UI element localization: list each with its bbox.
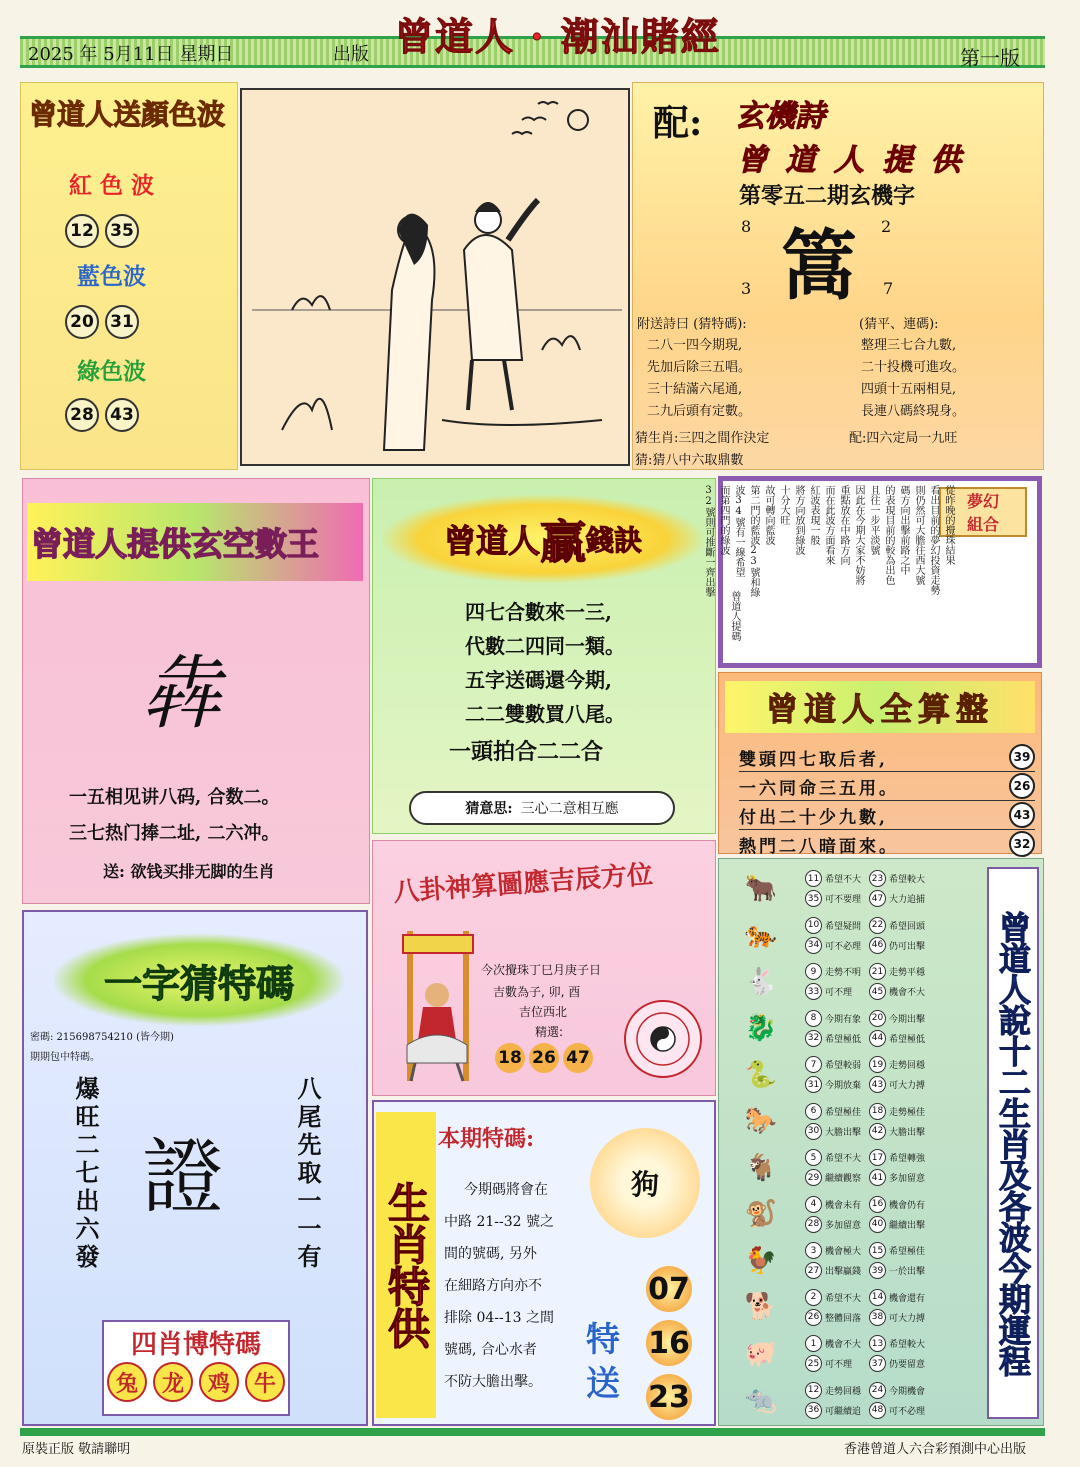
zodiac-animal-icon: 🐒 xyxy=(744,1199,778,1229)
green-ball-1: 28 xyxy=(65,398,99,432)
magic-line: 且往一步平淡號 xyxy=(868,485,879,555)
yizi-sub: 期期包中特碼。 xyxy=(30,1052,100,1063)
red-wave-label: 紅 色 波 xyxy=(69,172,155,199)
magic-line: 而第四門的綠波 xyxy=(718,485,729,555)
special-line: 號碼, 合心水者 xyxy=(444,1342,537,1358)
poem-left-head: 附送詩曰 (猜特碼): xyxy=(637,317,747,332)
magic-badge-2: 組合 xyxy=(966,515,999,534)
zodiac-num: 21 xyxy=(869,963,886,980)
calc-row-text: 熱門二八暗面來。 xyxy=(739,836,899,857)
zodiac-num: 48 xyxy=(869,1402,886,1419)
color-wave-panel xyxy=(20,82,238,470)
zodiac-num: 12 xyxy=(805,1382,822,1399)
zodiac-text: 大膽出擊 xyxy=(825,1127,862,1138)
four-item: 牛 xyxy=(245,1362,285,1402)
win-title-b: 贏 xyxy=(540,515,586,569)
zodiac-animal-icon: 🐉 xyxy=(744,1013,778,1043)
zodiac-col-a xyxy=(805,917,861,954)
zodiac-animal-icon: 🐐 xyxy=(744,1152,778,1183)
zodiac-text: 機會極大 xyxy=(825,1247,862,1257)
zodiac-num: 28 xyxy=(805,1216,822,1233)
zodiac-row xyxy=(725,1144,953,1191)
calc-rows xyxy=(739,743,1035,859)
magic-line: 十分大旺 xyxy=(778,485,789,525)
calc-row-num: 26 xyxy=(1009,773,1035,799)
calc-row xyxy=(739,801,1035,830)
magic-line: 紅波表現一般 xyxy=(808,485,819,545)
four-item: 兔 xyxy=(107,1362,147,1402)
zodiac-col-b xyxy=(869,1149,925,1186)
calc-title: 曾道人全算盤 xyxy=(765,690,994,728)
zodiac-col-b xyxy=(869,1242,925,1279)
zodiac-col-a xyxy=(805,1335,861,1372)
zodiac-text: 仍要留意 xyxy=(889,1360,926,1370)
zodiac-col-a xyxy=(805,1010,861,1047)
magic-badge-1: 夢幻 xyxy=(966,492,999,511)
special-num: 07 xyxy=(646,1266,692,1312)
zodiac-text: 可不理 xyxy=(825,988,853,998)
magic-line: 32號則可推斷一齊出擊 xyxy=(703,485,714,597)
bagua-panel xyxy=(372,840,716,1096)
zodiac-text: 希望不大 xyxy=(825,1154,862,1164)
special-num: 23 xyxy=(646,1374,692,1420)
win-line: 二二雙數買八尾。 xyxy=(465,702,625,726)
zodiac-text: 機會不大 xyxy=(825,1340,862,1350)
zodiac-num: 38 xyxy=(869,1309,886,1326)
special-side-title: 生肖特供 xyxy=(376,1112,436,1418)
bagua-icon xyxy=(621,997,705,1081)
zodiac-text: 今期出擊 xyxy=(889,1014,926,1025)
zodiac-animal-icon: 🐓 xyxy=(744,1245,778,1276)
zodiac-num: 31 xyxy=(805,1076,822,1093)
magic-line: 則仍然可大膽往西大號 xyxy=(913,485,924,585)
zodiac-text: 走勢回穩 xyxy=(889,1061,926,1071)
zodiac-col-a xyxy=(805,1289,861,1326)
zodiac-col-a xyxy=(805,1149,861,1186)
zodiac-num: 16 xyxy=(869,1196,886,1213)
zodiac-animal-icon: 🐕 xyxy=(744,1292,778,1322)
zodiac-col-a xyxy=(805,870,861,907)
magic-panel xyxy=(703,476,1042,668)
calc-panel xyxy=(718,672,1042,857)
bagua-num: 18 xyxy=(495,1043,525,1073)
warrior-illustration xyxy=(397,925,487,1087)
zodiac-text: 希望極低 xyxy=(825,1034,862,1045)
zodiac-text: 希望極低 xyxy=(889,1034,926,1045)
poem-num-br: 7 xyxy=(883,279,894,298)
xuankong-symbol: 犇 xyxy=(141,647,221,740)
zodiac-text: 走勢回穩 xyxy=(825,1386,862,1397)
zodiac-num: 29 xyxy=(805,1169,822,1186)
zodiac-text: 可不必理 xyxy=(889,1406,926,1417)
poem-guess: 猜:猜八中六取鼎數 xyxy=(635,453,744,468)
zodiac-num: 32 xyxy=(805,1030,822,1047)
zodiac-text: 整體回落 xyxy=(825,1313,862,1324)
bagua-wheel xyxy=(621,997,705,1081)
zodiac-col-b xyxy=(869,870,925,907)
xuankong-gift: 送: 欲钱买排无脚的生肖 xyxy=(103,862,275,881)
xuankong-line-1: 一五相见讲八码, 合数二。 xyxy=(69,787,280,808)
zodiac-row xyxy=(725,1284,953,1331)
poem-big-char: 篙 xyxy=(781,221,857,310)
bagua-line-2: 吉數為子, 卯, 酉 xyxy=(493,985,581,999)
zodiac-text: 可大力搏 xyxy=(889,1081,926,1091)
xuankong-line-2: 三七热门捧二址, 二六冲。 xyxy=(69,823,280,844)
zodiac-row xyxy=(725,1098,953,1145)
win-guess-text: 三心二意相互應 xyxy=(520,801,619,817)
poem-title-2: 曾 道 人 提 供 xyxy=(737,143,965,178)
zodiac-col-a xyxy=(805,1196,861,1233)
win-line: 代數二四同一類。 xyxy=(465,634,625,658)
red-ball-1: 12 xyxy=(65,214,99,248)
zodiac-animal-icon: 🐇 xyxy=(744,966,778,997)
zodiac-text: 可不必理 xyxy=(825,941,862,952)
win-title-a: 曾道人 xyxy=(443,522,540,560)
zodiac-num: 26 xyxy=(805,1309,822,1326)
zodiac-num: 13 xyxy=(869,1335,886,1352)
magic-line: 的表現目前的較為出色 xyxy=(883,485,894,585)
win-line: 四七合數來一三, xyxy=(465,600,612,624)
magic-line: 故可轉向藍波 xyxy=(763,485,774,545)
zodiac-num: 23 xyxy=(869,870,886,887)
poem-right-head: (猜平、連碼): xyxy=(859,317,939,332)
special-line: 在細路方向亦不 xyxy=(444,1278,542,1294)
zodiac-num: 17 xyxy=(869,1149,886,1166)
zodiac-num: 22 xyxy=(869,917,886,934)
zodiac-text: 多加留意 xyxy=(889,1174,926,1184)
blue-wave-numbers xyxy=(65,305,237,339)
zodiac-num: 44 xyxy=(869,1030,886,1047)
zodiac-animal-icon: 🐂 xyxy=(744,873,778,904)
zodiac-col-b xyxy=(869,1196,925,1233)
four-item: 鸡 xyxy=(199,1362,239,1402)
yizi-code: 密碼: 215698754210 (皆今期) xyxy=(30,1032,174,1043)
zodiac-text: 希望較大 xyxy=(889,1340,926,1350)
xuankong-panel xyxy=(22,478,370,904)
bagua-num: 47 xyxy=(563,1043,593,1073)
calc-row-num: 32 xyxy=(1009,831,1035,857)
poem-right-line: 四頭十五兩相見, xyxy=(861,382,957,397)
poem-right-lines xyxy=(861,335,965,423)
magic-author: 曾道人提碼 xyxy=(729,591,740,641)
zodiac-num: 11 xyxy=(805,870,822,887)
zodiac-text: 希望不大 xyxy=(825,875,862,885)
zodiac-row xyxy=(725,865,953,912)
zodiac-text: 希望極佳 xyxy=(889,1247,926,1257)
footer-left: 原裝正版 敬請聯明 xyxy=(22,1442,131,1457)
zodiac-text: 可繼續追 xyxy=(825,1406,862,1417)
header-edition: 第一版 xyxy=(960,46,1020,70)
zodiac-animal-icon: 🐍 xyxy=(744,1059,778,1090)
blue-ball-2: 31 xyxy=(105,305,139,339)
zodiac-text: 出擊贏錢 xyxy=(825,1267,862,1277)
zodiac-text: 一於出擊 xyxy=(889,1267,926,1277)
magic-line: 波34號有一線希望 xyxy=(733,485,744,577)
green-wave-numbers xyxy=(65,398,237,432)
win-guess-label: 猜意思: xyxy=(465,801,513,817)
bagua-line-4: 精選: xyxy=(535,1025,564,1039)
bagua-line-3: 吉位西北 xyxy=(519,1005,568,1019)
special-num: 16 xyxy=(646,1320,692,1366)
poem-num-tr: 2 xyxy=(881,217,892,236)
footer-right: 香港曾道人六合彩預測中心出版 xyxy=(844,1442,1027,1457)
zodiac-num: 15 xyxy=(869,1242,886,1259)
magic-line: 而在此波方面看來 xyxy=(823,485,834,565)
special-line: 不防大膽出擊。 xyxy=(444,1374,542,1390)
zodiac-row xyxy=(725,958,953,1005)
zodiac-text: 多加留意 xyxy=(825,1220,862,1231)
poem-left-line: 二八一四今期現, xyxy=(647,338,743,353)
zodiac-text: 希望較大 xyxy=(889,875,926,885)
poem-right-line: 整理三七合九數, xyxy=(861,338,957,353)
zodiac-num: 20 xyxy=(869,1010,886,1027)
couple-illustration xyxy=(240,88,630,466)
zodiac-num: 30 xyxy=(805,1123,822,1140)
zodiac-col-b xyxy=(869,917,925,954)
zodiac-row xyxy=(725,1191,953,1238)
calc-row-text: 一六同命三五用。 xyxy=(739,778,899,799)
magic-line: 因此在今期大家不妨將 xyxy=(853,485,864,585)
zodiac-col-b xyxy=(869,1103,925,1140)
yizi-right-col: 八尾先取一一有 xyxy=(293,1076,322,1272)
zodiac-num: 1 xyxy=(805,1335,822,1352)
zodiac-num: 35 xyxy=(805,890,822,907)
special-zodiac: 狗 xyxy=(590,1128,700,1238)
zodiac-num: 7 xyxy=(805,1056,822,1073)
special-line: 今期碼將會在 xyxy=(464,1182,548,1198)
four-item: 龙 xyxy=(153,1362,193,1402)
magic-line: 第二門的藍波23號和綠 xyxy=(748,485,759,597)
zodiac-num: 3 xyxy=(805,1242,822,1259)
zodiac-num: 9 xyxy=(805,963,822,980)
zodiac-num: 45 xyxy=(869,983,886,1000)
blue-ball-1: 20 xyxy=(65,305,99,339)
red-wave-numbers xyxy=(65,214,237,248)
calc-row-text: 雙頭四七取后者, xyxy=(739,749,888,770)
zodiac-text: 繼續出擊 xyxy=(889,1220,926,1231)
zodiac-row xyxy=(725,1330,953,1377)
header-title: 曾道人 · 潮汕賭經 xyxy=(395,14,721,59)
special-lines xyxy=(444,1174,554,1398)
zodiac-num: 43 xyxy=(869,1076,886,1093)
zodiac-text: 可不要理 xyxy=(825,895,862,905)
special-panel xyxy=(372,1100,716,1426)
header-date: 2025 年 5月11日 星期日 xyxy=(28,44,234,65)
zodiac-text: 走勢極佳 xyxy=(889,1107,926,1118)
poem-left-line: 二九后頭有定數。 xyxy=(647,404,752,419)
zodiac-num: 27 xyxy=(805,1262,822,1279)
zodiac-num: 42 xyxy=(869,1123,886,1140)
zodiac-text: 希望極佳 xyxy=(825,1107,862,1118)
red-ball-2: 35 xyxy=(105,214,139,248)
poem-num-tl: 8 xyxy=(741,217,752,236)
zodiac-num: 33 xyxy=(805,983,822,1000)
zodiac-col-a xyxy=(805,963,861,1000)
footer-bar xyxy=(20,1428,1045,1436)
zodiac-num: 25 xyxy=(805,1355,822,1372)
special-line: 排除 04--13 之間 xyxy=(444,1310,554,1326)
xuankong-title: 曾道人提供玄空數王 xyxy=(31,525,320,563)
yizi-big-char: 證 xyxy=(142,1130,225,1225)
yizi-panel xyxy=(22,910,368,1426)
zodiac-text: 希望轉強 xyxy=(889,1154,926,1164)
zodiac-num: 41 xyxy=(869,1169,886,1186)
special-gift-2: 送 xyxy=(586,1364,620,1404)
zodiac-text: 可大力搏 xyxy=(889,1313,926,1324)
blue-wave-label: 藍色波 xyxy=(77,263,146,290)
poem-left-line: 三十結滿六尾通, xyxy=(647,382,743,397)
win-guess-box xyxy=(409,791,675,825)
magic-line: 從昨晚的攪珠結果 xyxy=(943,485,954,565)
warrior-drawing xyxy=(397,925,487,1087)
calc-title-band xyxy=(725,681,1035,733)
zodiac-col-b xyxy=(869,1335,925,1372)
zodiac-num: 8 xyxy=(805,1010,822,1027)
header-publish: 出版 xyxy=(333,44,369,65)
zodiac-num: 19 xyxy=(869,1056,886,1073)
zodiac-text: 走勢平穩 xyxy=(889,968,926,978)
green-wave-label: 綠色波 xyxy=(77,358,146,385)
zodiac-animal-icon: 🐎 xyxy=(744,1106,778,1136)
four-items xyxy=(104,1362,288,1402)
win-line: 五字送碼還今期, xyxy=(465,668,612,692)
zodiac-text: 仍可出擊 xyxy=(889,941,926,952)
zodiac-num: 39 xyxy=(869,1262,886,1279)
zodiac-text: 機會仍有 xyxy=(889,1200,926,1211)
zodiac-num: 2 xyxy=(805,1289,822,1306)
zodiac-text: 今期機會 xyxy=(889,1386,926,1397)
special-line: 中路 21--32 號之 xyxy=(444,1214,554,1230)
poem-left-line: 先加后除三五唱。 xyxy=(647,360,752,375)
zodiac-num: 18 xyxy=(869,1103,886,1120)
zodiac-num: 46 xyxy=(869,937,886,954)
zodiac-num: 14 xyxy=(869,1289,886,1306)
color-wave-title: 曾道人送顏色波 xyxy=(29,98,226,131)
win-sub: 一頭拍合二二合 xyxy=(449,739,604,765)
yizi-title: 一字猜特碼 xyxy=(103,960,294,1006)
zodiac-animal-icon: 🐅 xyxy=(744,920,778,950)
zodiac-col-b xyxy=(869,1010,925,1047)
zodiac-animal-icon: 🐖 xyxy=(744,1338,778,1369)
zodiac-num: 6 xyxy=(805,1103,822,1120)
twelve-side-title: 曾道人說十二生肖及各波今期運程 xyxy=(987,867,1039,1419)
bagua-numbers xyxy=(495,1043,593,1073)
yizi-title-burst xyxy=(54,934,344,1026)
zodiac-num: 36 xyxy=(805,1402,822,1419)
poem-match: 配:四六定局一九旺 xyxy=(849,431,958,446)
green-ball-2: 43 xyxy=(105,398,139,432)
zodiac-row xyxy=(725,1051,953,1098)
zodiac-col-b xyxy=(869,1382,925,1419)
couple-drawing xyxy=(242,90,628,464)
zodiac-num: 10 xyxy=(805,917,822,934)
poem-prefix: 配: xyxy=(653,102,703,144)
zodiac-text: 繼續觀察 xyxy=(825,1174,862,1184)
special-line: 間的號碼, 另外 xyxy=(444,1246,537,1262)
magic-line: 重點放在中路方向 xyxy=(838,485,849,565)
zodiac-animal-icon: 🐀 xyxy=(744,1385,778,1415)
zodiac-col-a xyxy=(805,1056,861,1093)
zodiac-text: 可不理 xyxy=(825,1360,853,1370)
zodiac-text: 大膽出擊 xyxy=(889,1127,926,1138)
poem-issue: 第零五二期玄機字 xyxy=(739,183,916,209)
zodiac-text: 大力追捕 xyxy=(889,895,926,905)
zodiac-num: 40 xyxy=(869,1216,886,1233)
four-zodiac-box xyxy=(102,1320,290,1416)
yizi-left-col: 爆旺二七出六發 xyxy=(71,1076,100,1272)
zodiac-text: 希望回頭 xyxy=(889,921,926,932)
zodiac-col-a xyxy=(805,1382,861,1419)
poem-guess-zodiac: 猜生肖:三四之間作決定 xyxy=(635,431,770,446)
zodiac-num: 34 xyxy=(805,937,822,954)
magic-line: 將方向放到綠波 xyxy=(793,485,804,555)
calc-row-num: 39 xyxy=(1009,744,1035,770)
zodiac-text: 走勢不明 xyxy=(825,968,862,978)
zodiac-text: 機會還有 xyxy=(889,1293,926,1304)
special-gift-1: 特 xyxy=(586,1320,620,1360)
zodiac-text: 機會不大 xyxy=(889,988,926,998)
zodiac-col-b xyxy=(869,1056,925,1093)
calc-row xyxy=(739,830,1035,859)
calc-row xyxy=(739,772,1035,801)
calc-row xyxy=(739,743,1035,772)
poem-left-lines xyxy=(647,335,751,423)
zodiac-text: 希望較弱 xyxy=(825,1061,862,1071)
win-title-c: 錢訣 xyxy=(586,524,643,557)
zodiac-row xyxy=(725,1005,953,1052)
magic-line: 看出目前的夢幻投資走勢 xyxy=(928,485,939,595)
special-numbers xyxy=(646,1266,692,1420)
zodiac-num: 37 xyxy=(869,1355,886,1372)
zodiac-text: 今期放棄 xyxy=(825,1081,862,1091)
bagua-line-1: 今次攪珠丁巳月庚子日 xyxy=(481,963,602,977)
zodiac-row xyxy=(725,1237,953,1284)
zodiac-text: 機會未有 xyxy=(825,1200,862,1211)
calc-row-num: 43 xyxy=(1009,802,1035,828)
poem-right-line: 長連八碼終現身。 xyxy=(861,404,966,419)
win-lines xyxy=(465,595,625,731)
zodiac-col-a xyxy=(805,1242,861,1279)
zodiac-col-a xyxy=(805,1103,861,1140)
calc-row-text: 付出二十少九數, xyxy=(739,807,888,828)
magic-line: 碼方向出擊前路之中 xyxy=(898,485,909,575)
zodiac-col-b xyxy=(869,1289,925,1326)
zodiac-text: 今期有象 xyxy=(825,1014,862,1025)
zodiac-num: 47 xyxy=(869,890,886,907)
zodiac-num: 5 xyxy=(805,1149,822,1166)
four-title: 四肖博特碼 xyxy=(130,1329,261,1360)
zodiac-col-b xyxy=(869,963,925,1000)
twelve-zodiac-panel xyxy=(718,858,1044,1426)
zodiac-row xyxy=(725,912,953,959)
poem-num-bl: 3 xyxy=(741,279,752,298)
zodiac-row xyxy=(725,1377,953,1424)
zodiac-num: 4 xyxy=(805,1196,822,1213)
poem-box xyxy=(632,82,1044,470)
special-head: 本期特碼: xyxy=(438,1126,535,1152)
win-panel xyxy=(372,478,716,834)
zodiac-text: 希望疑問 xyxy=(825,921,862,932)
poem-title-1: 玄機詩 xyxy=(735,99,825,134)
zodiac-num: 24 xyxy=(869,1382,886,1399)
bagua-num: 26 xyxy=(529,1043,559,1073)
poem-right-line: 二十投機可進攻。 xyxy=(861,360,966,375)
zodiac-text: 希望不大 xyxy=(825,1293,862,1304)
bagua-title: 八卦神算圖應吉辰方位 xyxy=(392,859,654,909)
win-title-burst xyxy=(383,495,703,583)
